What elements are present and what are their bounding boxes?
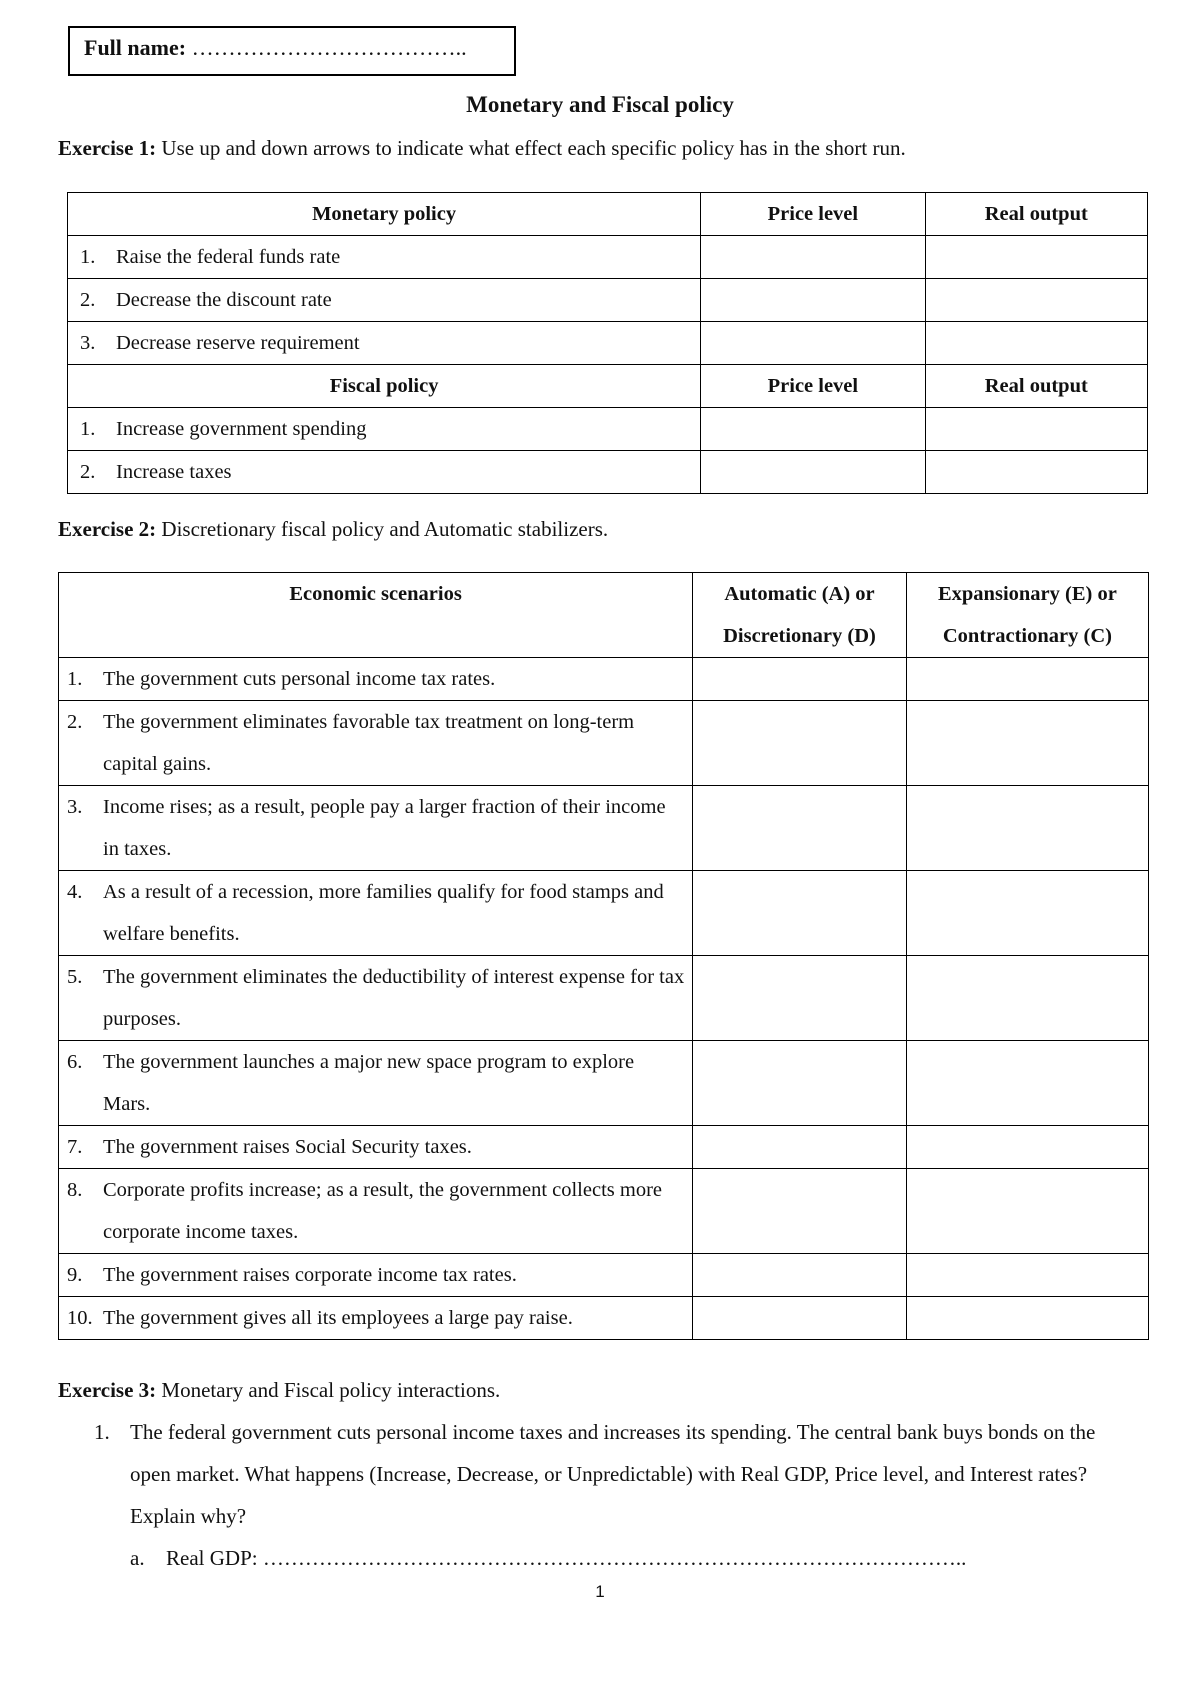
question-text: The federal government cuts personal income taxes and increases its spending. The central bank buys bonds on the open market. What happens (Increase, Decrease, or Unpredictable) with Real GDP, Price level, and Interest rates? Explain why? <box>130 1420 1096 1528</box>
real-output-cell[interactable] <box>925 451 1147 494</box>
scenario-5: 5. The government eliminates the deductibility of interest expense for tax purposes. <box>59 956 693 1041</box>
scenario-4: 4. As a result of a recession, more families qualify for food stamps and welfare benefits. <box>59 871 693 956</box>
answer-letter: a. <box>130 1546 145 1570</box>
real-output-cell[interactable] <box>925 322 1147 365</box>
full-name-dots: ……………………………….. <box>191 35 467 60</box>
real-output-cell[interactable] <box>925 279 1147 322</box>
price-level-header: Price level <box>701 365 925 408</box>
exercise-1-text: Use up and down arrows to indicate what effect each specific policy has in the short run. <box>156 136 906 160</box>
answer-cell-ec[interactable] <box>906 658 1148 701</box>
scenario-7: 7. The government raises Social Security taxes. <box>59 1126 693 1169</box>
table-row <box>68 408 1148 451</box>
policy-effects-table <box>67 192 1148 494</box>
price-level-cell[interactable] <box>701 322 925 365</box>
exercise-2-text: Discretionary fiscal policy and Automatic stabilizers. <box>156 517 609 541</box>
answer-cell-ad[interactable] <box>693 1126 907 1169</box>
fiscal-policy-header: Fiscal policy <box>68 365 701 408</box>
answer-cell-ec[interactable] <box>906 1254 1148 1297</box>
table-row <box>59 1126 1149 1169</box>
table-row <box>68 279 1148 322</box>
answer-cell-ad[interactable] <box>693 1169 907 1254</box>
table-row <box>59 701 1149 786</box>
monetary-item-2: 2. Decrease the discount rate <box>68 279 701 322</box>
scenario-6: 6. The government launches a major new space program to explore Mars. <box>59 1041 693 1126</box>
page-number: 1 <box>595 1582 605 1601</box>
monetary-item-3: 3. Decrease reserve requirement <box>68 322 701 365</box>
answer-cell-ad[interactable] <box>693 1041 907 1126</box>
table-row <box>68 451 1148 494</box>
answer-cell-ec[interactable] <box>906 956 1148 1041</box>
economic-scenarios-header: Economic scenarios <box>59 573 693 658</box>
real-output-cell[interactable] <box>925 408 1147 451</box>
price-level-cell[interactable] <box>701 451 925 494</box>
table-row <box>59 1169 1149 1254</box>
exercise-3-answer-a[interactable] <box>130 1537 1140 1579</box>
table-row <box>59 1297 1149 1340</box>
answer-line: Real GDP: ……………………………………………………………………………………….. <box>166 1546 967 1570</box>
monetary-item-1: 1. Raise the federal funds rate <box>68 236 701 279</box>
exercise-1-heading <box>58 136 906 161</box>
answer-cell-ad[interactable] <box>693 871 907 956</box>
question-number: 1. <box>94 1420 110 1444</box>
answer-cell-ec[interactable] <box>906 1041 1148 1126</box>
price-level-cell[interactable] <box>701 279 925 322</box>
table-row <box>59 871 1149 956</box>
table-row <box>68 322 1148 365</box>
exercise-3-question-1 <box>94 1411 1134 1537</box>
answer-cell-ad[interactable] <box>693 658 907 701</box>
answer-cell-ec[interactable] <box>906 1126 1148 1169</box>
scenario-3: 3. Income rises; as a result, people pay a larger fraction of their income in taxes. <box>59 786 693 871</box>
real-output-cell[interactable] <box>925 236 1147 279</box>
fiscal-item-1: 1. Increase government spending <box>68 408 701 451</box>
full-name-label: Full name: <box>84 35 187 60</box>
scenario-10: 10. The government gives all its employees a large pay raise. <box>59 1297 693 1340</box>
answer-cell-ec[interactable] <box>906 871 1148 956</box>
exercise-3-heading <box>58 1378 500 1403</box>
scenarios-table <box>58 572 1149 1340</box>
answer-cell-ad[interactable] <box>693 1254 907 1297</box>
answer-cell-ad[interactable] <box>693 956 907 1041</box>
answer-cell-ad[interactable] <box>693 786 907 871</box>
exercise-3-label: Exercise 3: <box>58 1378 157 1402</box>
price-level-cell[interactable] <box>701 236 925 279</box>
scenario-1: 1. The government cuts personal income tax rates. <box>59 658 693 701</box>
exercise-2-label: Exercise 2: <box>58 517 157 541</box>
monetary-policy-header: Monetary policy <box>68 193 701 236</box>
scenario-9: 9. The government raises corporate income tax rates. <box>59 1254 693 1297</box>
answer-cell-ec[interactable] <box>906 701 1148 786</box>
table-row <box>59 1254 1149 1297</box>
answer-cell-ec[interactable] <box>906 786 1148 871</box>
scenario-8: 8. Corporate profits increase; as a result, the government collects more corporate income taxes. <box>59 1169 693 1254</box>
answer-cell-ad[interactable] <box>693 701 907 786</box>
real-output-header: Real output <box>925 193 1147 236</box>
fiscal-item-2: 2. Increase taxes <box>68 451 701 494</box>
price-level-cell[interactable] <box>701 408 925 451</box>
table-row <box>59 1041 1149 1126</box>
table-row <box>68 236 1148 279</box>
answer-cell-ec[interactable] <box>906 1169 1148 1254</box>
expansionary-contractionary-header: Expansionary (E) or Contractionary (C) <box>906 573 1148 658</box>
exercise-2-heading <box>58 517 608 542</box>
exercise-3-text: Monetary and Fiscal policy interactions. <box>156 1378 501 1402</box>
price-level-header: Price level <box>701 193 925 236</box>
exercise-1-label: Exercise 1: <box>58 136 157 160</box>
table-row <box>59 786 1149 871</box>
table-row <box>59 658 1149 701</box>
table-row <box>59 956 1149 1041</box>
scenario-2: 2. The government eliminates favorable tax treatment on long-term capital gains. <box>59 701 693 786</box>
answer-cell-ad[interactable] <box>693 1297 907 1340</box>
full-name-box[interactable] <box>68 26 516 76</box>
answer-cell-ec[interactable] <box>906 1297 1148 1340</box>
real-output-header: Real output <box>925 365 1147 408</box>
automatic-discretionary-header: Automatic (A) or Discretionary (D) <box>693 573 907 658</box>
page-title: Monetary and Fiscal policy <box>466 92 734 117</box>
